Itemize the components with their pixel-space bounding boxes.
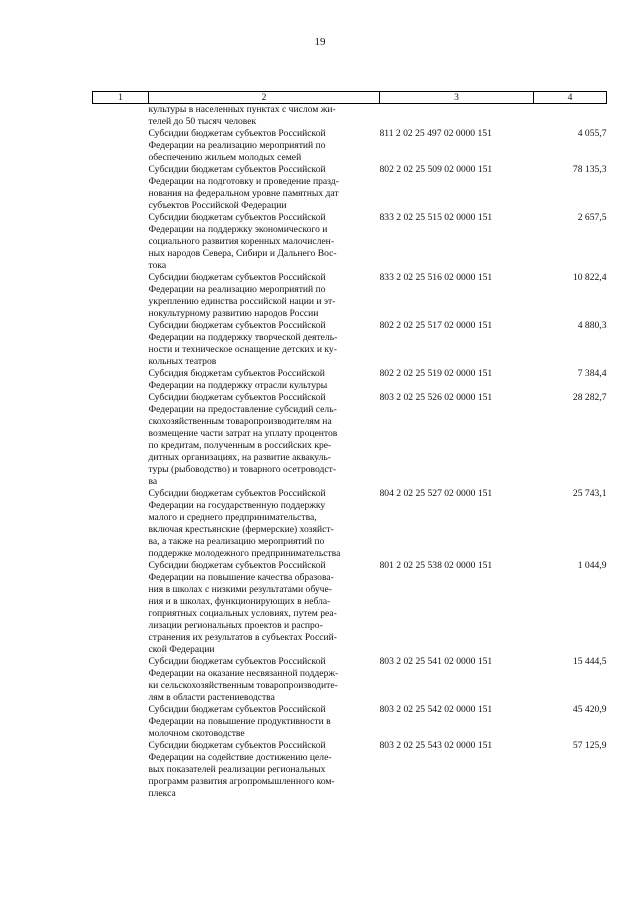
description-line: Федерации на поддержку творческой деятель- (148, 332, 338, 343)
budget-table (92, 91, 607, 800)
header-row (93, 92, 607, 104)
description-line: ва, а также на реализацию мероприятий по (148, 536, 325, 547)
description-line: Субсидии бюджетам субъектов Российской (148, 740, 326, 751)
description-line: туры (рыбоводство) и товарного осетроводст- (148, 464, 337, 475)
description-line: Федерации на поддержку отрасли культуры (148, 380, 328, 391)
description-line: Субсидии бюджетам субъектов Российской (148, 272, 326, 283)
table-row (93, 272, 607, 320)
amount-cell: 1 044,9 (577, 560, 607, 571)
description-line: нования на федеральном уровне памятных дат (148, 188, 339, 199)
row-number-cell (93, 104, 149, 129)
description-line: Федерации на поддержку экономического и (148, 224, 328, 235)
page-number: 19 (314, 36, 326, 48)
row-number-cell (93, 392, 149, 488)
row-number-cell (93, 488, 149, 560)
budget-code-cell: 801 2 02 25 538 02 0000 151 (379, 560, 493, 571)
description-line: Субсидии бюджетам субъектов Российской (148, 488, 326, 499)
description-line: телей до 50 тысяч человек (148, 116, 257, 127)
table-body (93, 104, 607, 801)
amount-cell: 57 125,9 (572, 740, 607, 751)
header-col-3: 3 (380, 92, 534, 104)
row-description-cell (149, 740, 380, 800)
header-col-4: 4 (534, 92, 607, 104)
budget-code-cell: 803 2 02 25 541 02 0000 151 (379, 656, 493, 667)
description-line: нокультурному развитию народов России (148, 308, 319, 319)
table-row (93, 104, 607, 129)
description-line: ния в школах с низкими результатами обуче- (148, 584, 332, 595)
description-line: ской Федерации (148, 644, 215, 655)
amount-cell: 45 420,9 (572, 704, 607, 715)
description-line: Федерации на предоставление субсидий сель- (148, 404, 337, 415)
description-line: Субсидии бюджетам субъектов Российской (148, 704, 326, 715)
amount-cell: 78 135,3 (572, 164, 607, 175)
budget-code-cell (380, 104, 534, 129)
description-line: поддержке молодежного предпринимательства (148, 548, 341, 559)
description-line: социального развития коренных малочислен- (148, 236, 335, 247)
description-line: Федерации на подготовку и проведение празд- (148, 176, 339, 187)
description-line: Федерации на повышение качества образова- (148, 572, 334, 583)
description-line: Субсидии бюджетам субъектов Российской (148, 560, 326, 571)
description-line: скохозяйственным товаропроизводителям на (148, 416, 332, 427)
budget-code-cell: 803 2 02 25 526 02 0000 151 (379, 392, 493, 403)
row-description-cell (149, 164, 380, 212)
description-line: ки сельскохозяйственным товаропроизводите- (148, 680, 338, 691)
description-line: малого и среднего предпринимательства, (148, 512, 317, 523)
amount-cell: 28 282,7 (572, 392, 607, 403)
description-line: вых показателей реализации региональных (148, 764, 326, 775)
budget-code-cell: 833 2 02 25 515 02 0000 151 (379, 212, 493, 223)
description-line: Субсидии бюджетам субъектов Российской (148, 164, 326, 175)
description-line: Федерации на повышение продуктивности в (148, 716, 331, 727)
row-number-cell (93, 128, 149, 164)
description-line: Субсидии бюджетам субъектов Российской (148, 128, 326, 139)
row-number-cell (93, 164, 149, 212)
table-row (93, 128, 607, 164)
row-number-cell (93, 368, 149, 392)
table-row (93, 704, 607, 740)
description-line: Федерации на государственную поддержку (148, 500, 326, 511)
budget-code-cell: 811 2 02 25 497 02 0000 151 (379, 128, 492, 139)
budget-code-cell: 804 2 02 25 527 02 0000 151 (379, 488, 493, 499)
row-number-cell (93, 704, 149, 740)
description-line: культуры в населенных пунктах с числом жи- (148, 104, 336, 115)
description-line: Субсидии бюджетам субъектов Российской (148, 320, 326, 331)
table-header (93, 92, 607, 104)
budget-code-cell: 833 2 02 25 516 02 0000 151 (379, 272, 493, 283)
budget-code-cell: 802 2 02 25 509 02 0000 151 (379, 164, 493, 175)
description-line: ва (148, 476, 158, 487)
description-line: гоприятных социальных условиях, путем реа- (148, 608, 337, 619)
description-line: Федерации на оказание несвязанной поддерж- (148, 668, 339, 679)
table-row (93, 212, 607, 272)
budget-code-cell: 802 2 02 25 519 02 0000 151 (379, 368, 493, 379)
amount-cell (534, 104, 607, 129)
description-line: плекса (148, 788, 176, 799)
description-line: ности и техническое оснащение детских и ку- (148, 344, 337, 355)
amount-cell: 15 444,5 (572, 656, 607, 667)
description-line: возмещение части затрат на уплату процентов (148, 428, 338, 439)
table-row (93, 740, 607, 800)
description-line: Субсидии бюджетам субъектов Российской (148, 656, 326, 667)
description-line: Субсидии бюджетам субъектов Российской (148, 212, 326, 223)
budget-code-cell: 802 2 02 25 517 02 0000 151 (379, 320, 493, 331)
table-row (93, 164, 607, 212)
description-line: дитных организациях, на развитие аквакуль- (148, 452, 331, 463)
table-row (93, 368, 607, 392)
description-line: лям в области растениеводства (148, 692, 275, 703)
description-line: кольных театров (148, 356, 217, 367)
description-line: ния и в школах, функционирующих в небла- (148, 596, 331, 607)
row-description-cell (149, 560, 380, 656)
row-number-cell (93, 320, 149, 368)
row-description-cell (149, 272, 380, 320)
description-line: ных народов Севера, Сибири и Дальнего Вос- (148, 248, 337, 259)
description-line: лизации региональных проектов и распро- (148, 620, 323, 631)
table-row (93, 560, 607, 656)
row-description-cell (149, 212, 380, 272)
row-number-cell (93, 272, 149, 320)
amount-cell: 7 384,4 (577, 368, 607, 379)
row-description-cell (149, 488, 380, 560)
table-row (93, 488, 607, 560)
header-col-2: 2 (149, 92, 380, 104)
description-line: Субсидия бюджетам субъектов Российской (148, 368, 325, 379)
description-line: Федерации на реализацию мероприятий по (148, 284, 326, 295)
table-row (93, 392, 607, 488)
row-number-cell (93, 656, 149, 704)
description-line: обеспечению жильем молодых семей (148, 152, 302, 163)
row-number-cell (93, 740, 149, 800)
row-description-cell (149, 392, 380, 488)
table-row (93, 320, 607, 368)
description-line: включая крестьянские (фермерские) хозяйст- (148, 524, 334, 535)
header-col-1: 1 (93, 92, 149, 104)
row-description-cell (149, 104, 380, 129)
row-description-cell (149, 704, 380, 740)
table-row (93, 656, 607, 704)
row-description-cell (149, 128, 380, 164)
description-line: по кредитам, полученным в российских кре- (148, 440, 332, 451)
description-line: странения их результатов в субъектах Россий- (148, 632, 337, 643)
row-description-cell (149, 368, 380, 392)
budget-code-cell: 803 2 02 25 543 02 0000 151 (379, 740, 493, 751)
row-number-cell (93, 212, 149, 272)
description-line: тока (148, 260, 167, 271)
description-line: укреплению единства российской нации и эт- (148, 296, 336, 307)
description-line: Субсидии бюджетам субъектов Российской (148, 392, 326, 403)
description-line: Федерации на содействие достижению целе- (148, 752, 332, 763)
description-line: субъектов Российской Федерации (148, 200, 287, 211)
description-line: молочном скотоводстве (148, 728, 245, 739)
amount-cell: 4 880,3 (577, 320, 607, 331)
amount-cell: 2 657,5 (577, 212, 607, 223)
description-line: Федерации на реализацию мероприятий по (148, 140, 326, 151)
row-number-cell (93, 560, 149, 656)
budget-code-cell: 803 2 02 25 542 02 0000 151 (379, 704, 493, 715)
amount-cell: 10 822,4 (572, 272, 607, 283)
amount-cell: 25 743,1 (572, 488, 607, 499)
description-line: программ развития агропромышленного ком- (148, 776, 335, 787)
amount-cell: 4 055,7 (577, 128, 607, 139)
row-description-cell (149, 656, 380, 704)
row-description-cell (149, 320, 380, 368)
